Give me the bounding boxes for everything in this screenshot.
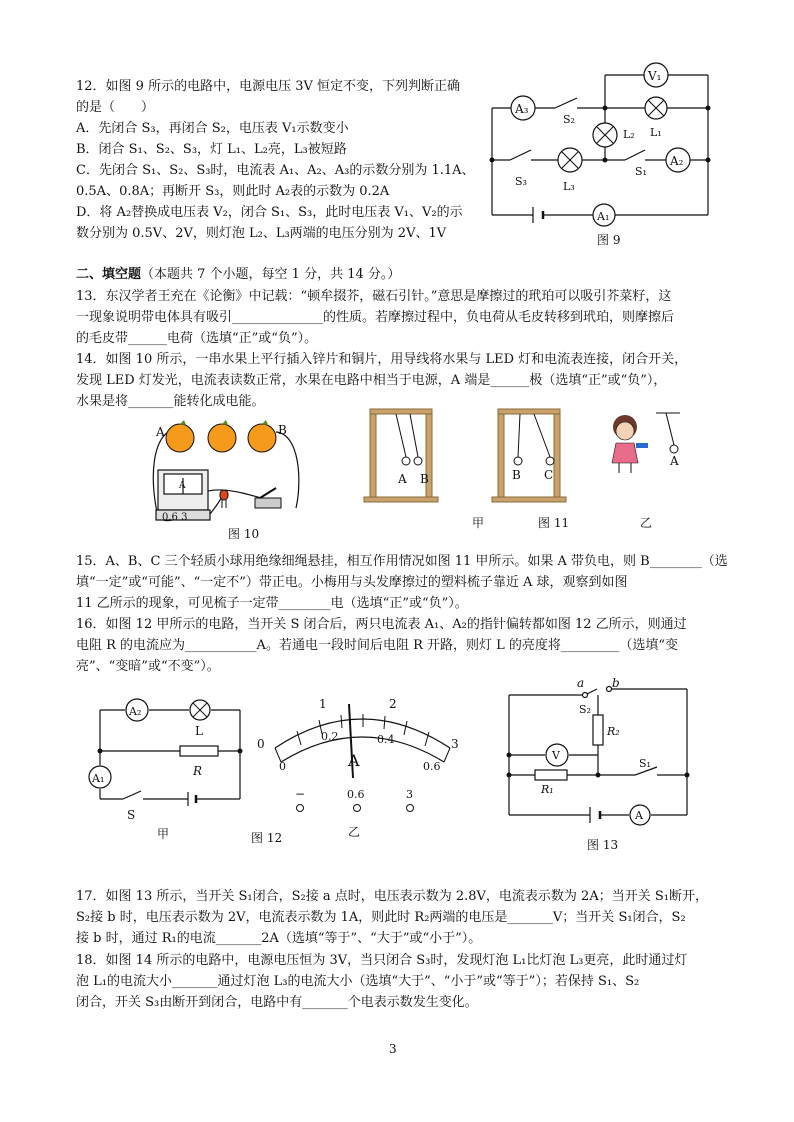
fig11-caption: 图 11 — [538, 516, 570, 530]
fig9-caption: 图 9 — [597, 233, 621, 247]
switch-icon — [255, 498, 281, 508]
figure-12-yi-meter — [245, 690, 480, 845]
fig10-meter-label: A — [179, 481, 186, 491]
fig10-b-label: B — [278, 423, 287, 437]
fig13-s2-label: S₂ — [579, 703, 591, 716]
fig12-bottom-tick-1: 0.2 — [321, 730, 339, 743]
fig13-b-label: b — [612, 676, 620, 690]
fig13-ammeter-label: A — [635, 809, 643, 822]
fig12-terminal-06: 0.6 — [347, 788, 365, 801]
fig11-yi-label: 乙 — [640, 516, 653, 530]
fig12-top-tick-3: 3 — [451, 737, 459, 751]
fig9-s1-label: S₁ — [635, 165, 647, 178]
q18-line2: 泡 L₁的电流大小_______通过灯泡 L₃的电流大小（选填“大于”、“小于”或“等于”）；若保持 S₁、S₂ — [76, 974, 640, 989]
q14-line3: 水果是将_______能转化成电能。 — [76, 394, 265, 409]
q12-option-a: A．先闭合 S₃，再闭合 S₂，电压表 V₁示数变小 — [76, 121, 349, 136]
fig12-l-label: L — [195, 724, 203, 738]
q15-line1: 15．A、B、C 三个轻质小球用绝缘细绳悬挂，相互作用情况如图 11 甲所示。如果 A 带负电，则 B________（选 — [76, 554, 728, 569]
fig12-unit: A — [348, 751, 360, 770]
fig13-r2-label: R₂ — [607, 725, 620, 738]
fig13-caption: 图 13 — [587, 838, 619, 852]
fig12-terminal-3: 3 — [406, 788, 413, 801]
q13-line3: 的毛皮带______电荷（选填“正”或“负”）。 — [76, 331, 318, 346]
q15-line2: 填“一定”或“可能”、“一定不”）带正电。小梅用与头发摩擦过的塑料梳子靠近 A 球，观察到如图 — [76, 575, 628, 590]
fig9-a1-label: A₁ — [597, 210, 610, 223]
q18-line3: 闭合，开关 S₃由断开到闭合，电路中有_______个电表示数发生变化。 — [76, 995, 478, 1010]
fig9-v1-label: V₁ — [648, 69, 662, 83]
fig10-scale-label: 0.6 3 — [162, 512, 188, 523]
fig11-yi-ball-a: A — [670, 454, 679, 468]
q14-line2: 发现 LED 灯发光，电流表读数正常，水果在电路中相当于电源，A 端是______极（选填“正”或“负”）， — [76, 373, 667, 388]
q16-line1: 16．如图 12 甲所示的电路，当开关 S 闭合后，两只电流表 A₁、A₂的指针偏转都如图 12 乙所示，则通过 — [76, 617, 687, 632]
figure-9-circuit — [485, 60, 720, 250]
fig11-jia-label: 甲 — [472, 516, 485, 530]
fig11-ball-c: C — [544, 468, 554, 482]
fig12-a1-label: A₁ — [92, 772, 105, 785]
fig11-ball-b: B — [420, 472, 429, 486]
fig10-caption: 图 10 — [228, 527, 260, 541]
q17-line1: 17．如图 13 所示，当开关 S₁闭合，S₂接 a 点时，电压表示数为 2.8V，电流表示数为 2A；当开关 S₁断开， — [76, 889, 708, 904]
figure-13-circuit — [495, 675, 705, 855]
fig12-bottom-tick-2: 0.4 — [377, 733, 395, 746]
fig12-yi-label: 乙 — [348, 825, 361, 839]
fig9-s3-label: S₃ — [515, 175, 527, 188]
fig12-caption: 图 12 — [251, 831, 283, 845]
fig13-r1-label: R₁ — [541, 783, 554, 796]
fig9-l3-label: L₃ — [563, 180, 575, 193]
fig9-a2-label: A₂ — [670, 154, 684, 168]
section-2-title: 二、填空题 — [76, 267, 142, 282]
fig13-v-label: V — [552, 749, 560, 762]
fig12-jia-label: 甲 — [157, 827, 170, 841]
q14-line1: 14．如图 10 所示，一串水果上平行插入锌片和铜片，用导线将水果与 LED 灯和电流表连接，闭合开关， — [76, 352, 688, 367]
q16-line2: 电阻 R 的电流应为___________A。若通电一段时间后电阻 R 开路，则灯 L 的亮度将_________（选填“变 — [76, 638, 679, 653]
fig12-bottom-tick-3: 0.6 — [423, 760, 441, 773]
fig12-top-tick-2: 2 — [389, 697, 397, 711]
q18-line1: 18．如图 14 所示的电路中，电源电压恒为 3V，当只闭合 S₃时，发现灯泡 L₁比灯泡 L₃更亮，此时通过灯 — [76, 953, 688, 968]
fig12-r-label: R — [193, 764, 203, 778]
fig12-s-label: S — [127, 808, 136, 822]
section-2-note: （本题共 7 个小题，每空 1 分，共 14 分。） — [141, 267, 401, 282]
fig9-l1-label: L₁ — [650, 126, 662, 139]
q12-option-d-line2: 数分别为 0.5V、2V，则灯泡 L₂、L₃两端的电压分别为 2V、1V — [76, 226, 447, 241]
fig12-a2-label: A₂ — [129, 705, 142, 718]
fig9-s2-label: S₂ — [563, 113, 575, 126]
q12-line1: 12．如图 9 所示的电路中，电源电压 3V 恒定不变，下列判断正确 — [76, 79, 461, 94]
figure-11-charged-balls — [360, 405, 700, 535]
q13-line1: 13．东汉学者王充在《论衡》中记载：“顿牟掇芥，磁石引针。”意思是摩擦过的玳珀可以吸引芥菜籽，这 — [76, 289, 672, 304]
q12-option-b: B．闭合 S₁、S₂、S₃，灯 L₁、L₂亮，L₃被短路 — [76, 142, 347, 157]
fig13-s1-label: S₁ — [639, 757, 651, 770]
q12-option-d-line1: D．将 A₂替换成电压表 V₂，闭合 S₁、S₃，此时电压表 V₁、V₂的示 — [76, 205, 463, 220]
fig9-a3-label: A₃ — [515, 102, 529, 116]
q17-line3: 接 b 时，通过 R₁的电流_______2A（选填“等于”、“大于”或“小于”）。 — [76, 931, 482, 946]
fig12-minus: − — [295, 787, 306, 801]
girl-icon — [612, 415, 648, 473]
q17-line2: S₂接 b 时，电压表示数为 2V，电流表示数为 1A，则此时 R₂两端的电压是_______V；当开关 S₁闭合，S₂ — [76, 910, 686, 925]
figure-12-jia-circuit — [85, 695, 255, 845]
q12-line2: 的是（ ） — [76, 100, 155, 115]
fig10-a-label: A — [156, 425, 165, 439]
led-icon — [220, 490, 228, 500]
fig12-bottom-tick-0: 0 — [279, 760, 286, 773]
fig12-top-tick-1: 1 — [319, 697, 327, 711]
fig11-ball-a: A — [398, 472, 407, 486]
section-2-header — [76, 264, 400, 285]
fig9-l2-label: L₂ — [623, 128, 635, 141]
q12-option-c-line2: 0.5A、0.8A；再断开 S₃，则此时 A₂表的示数为 0.2A — [76, 184, 390, 199]
fig11-ball-b2: B — [512, 468, 521, 482]
figure-10-fruit-battery — [150, 412, 315, 544]
fig12-top-tick-0: 0 — [257, 737, 265, 751]
page-number: 3 — [389, 1042, 397, 1056]
q12-option-c-line1: C．先闭合 S₁、S₂、S₃时，电流表 A₁、A₂、A₃的示数分别为 1.1A、 — [76, 163, 475, 178]
q16-line3: 亮”、“变暗”或“不变”）。 — [76, 659, 220, 674]
q15-line3: 11 乙所示的现象，可见梳子一定带________电（选填“正”或“负”）。 — [76, 596, 468, 611]
fig13-a-label: a — [577, 676, 585, 690]
q13-line2: 一现象说明带电体具有吸引______________的性质。若摩擦过程中，负电荷从毛皮转移到玳珀，则摩擦后 — [76, 310, 675, 325]
